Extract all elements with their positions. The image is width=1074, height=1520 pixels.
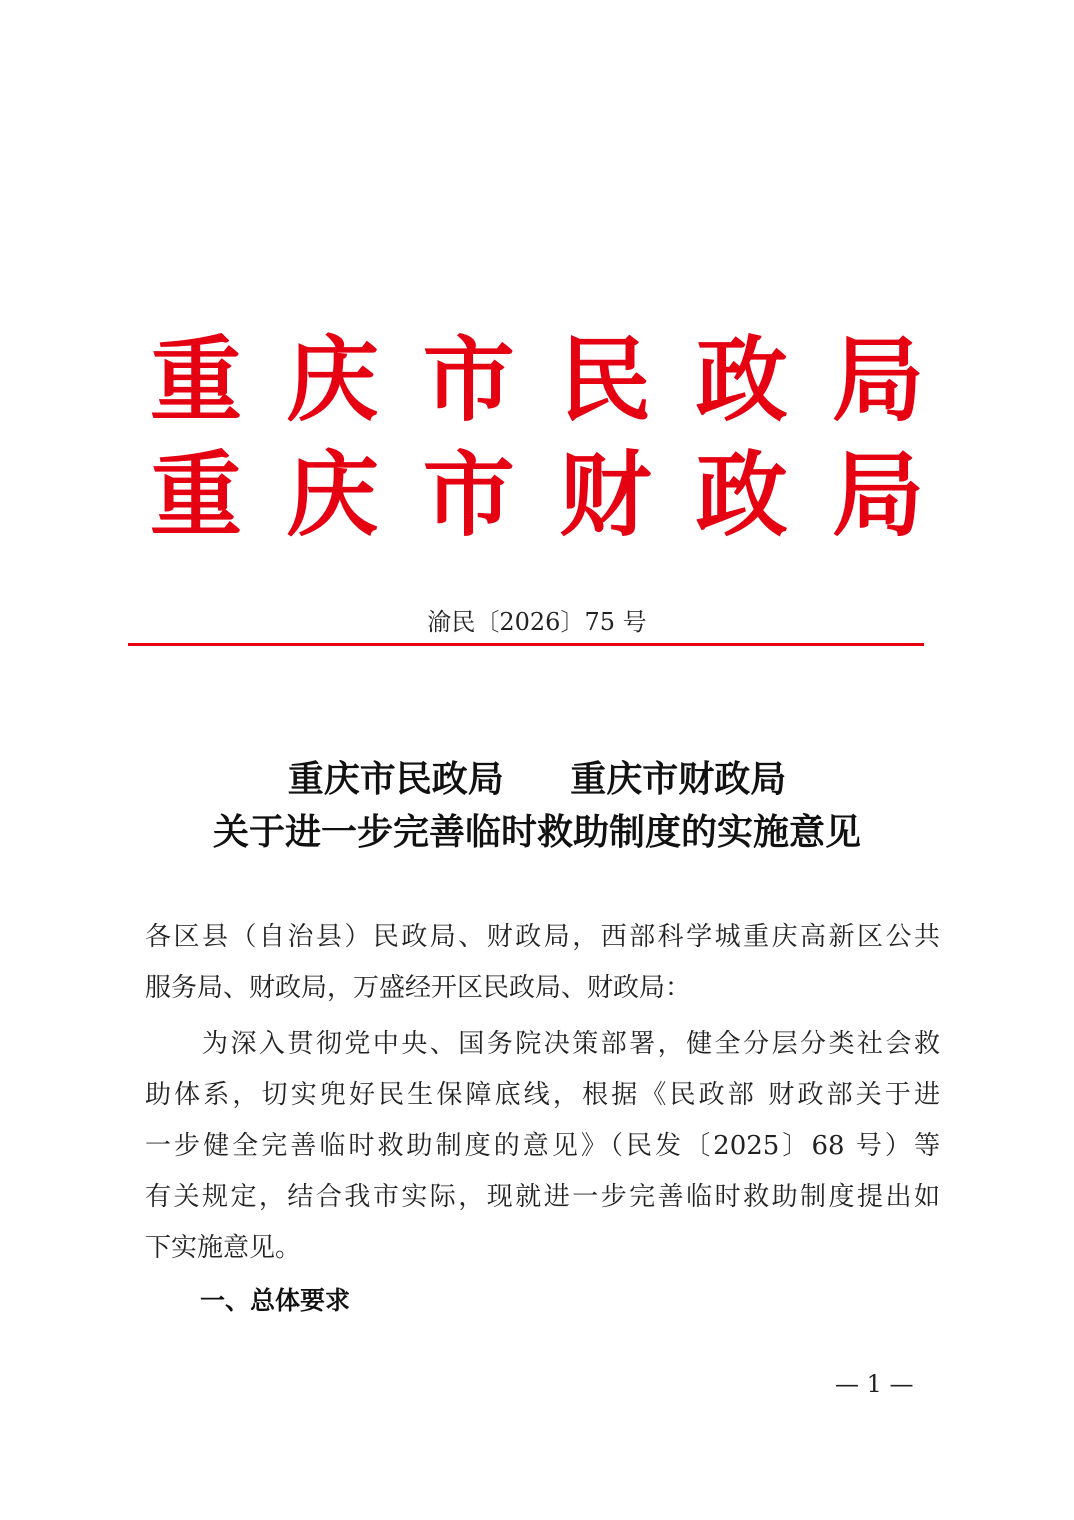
- section-heading: 一、总体要求: [200, 1286, 351, 1315]
- paragraph-line-1: 为深入贯彻党中央、国务院决策部署，健全分层分类社会救: [145, 1029, 940, 1059]
- paragraph-line-3: 一步健全完善临时救助制度的意见》（民发〔2025〕68 号）等: [145, 1131, 940, 1161]
- paragraph-line-4: 有关规定，结合我市实际，现就进一步完善临时救助制度提出如: [145, 1182, 940, 1212]
- paragraph-line-2: 助体系，切实兜好民生保障底线，根据《民政部 财政部关于进: [145, 1080, 940, 1110]
- recipients-line-1: 各区县（自治县）民政局、财政局，西部科学城重庆高新区公共: [145, 922, 940, 952]
- document-title-issuers: 重庆市民政局 重庆市财政局: [287, 759, 787, 800]
- paragraph-line-5: 下实施意见。: [145, 1233, 302, 1263]
- issuing-org-civil-affairs: 重庆市民政局: [150, 326, 924, 434]
- document-number: 渝民〔2026〕75 号: [427, 608, 647, 636]
- document-title-subject: 关于进一步完善临时救助制度的实施意见: [212, 812, 861, 853]
- issuing-org-finance: 重庆市财政局: [150, 441, 924, 549]
- page-number: — 1 —: [835, 1370, 914, 1398]
- recipients-line-2: 服务局、财政局，万盛经开区民政局、财政局：: [145, 973, 692, 1003]
- red-divider-line: [128, 643, 924, 646]
